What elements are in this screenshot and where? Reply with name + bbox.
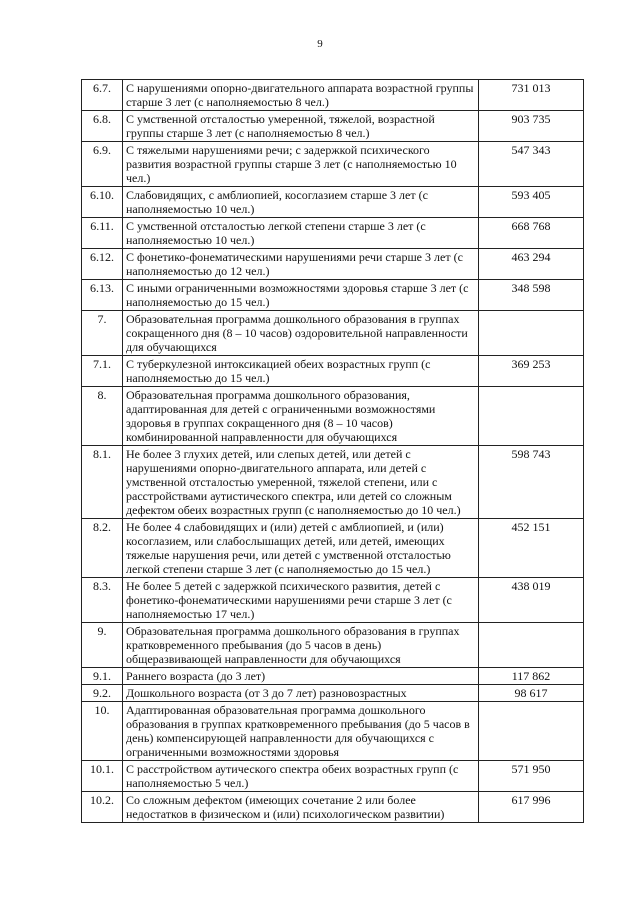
row-number: 7. — [82, 311, 123, 356]
row-number: 8.2. — [82, 519, 123, 578]
row-value — [479, 702, 584, 761]
table-row — [82, 218, 584, 249]
tariff-table — [81, 79, 584, 823]
row-value: 903 735 — [479, 111, 584, 142]
row-value: 598 743 — [479, 446, 584, 519]
row-number: 8. — [82, 387, 123, 446]
row-description: С тяжелыми нарушениями речи; с задержкой психического развития возрастной группы старше 3 лет (с наполняемостью 10 чел.) — [123, 142, 479, 187]
row-number: 6.7. — [82, 80, 123, 111]
row-description: С умственной отсталостью легкой степени старше 3 лет (с наполняемостью 10 чел.) — [123, 218, 479, 249]
row-number: 7.1. — [82, 356, 123, 387]
row-value: 731 013 — [479, 80, 584, 111]
row-description: С умственной отсталостью умеренной, тяжелой, возрастной группы старше 3 лет (с наполняемостью 8 чел.) — [123, 111, 479, 142]
row-value: 593 405 — [479, 187, 584, 218]
row-value: 547 343 — [479, 142, 584, 187]
row-value: 369 253 — [479, 356, 584, 387]
row-description: С расстройством аутического спектра обеих возрастных групп (с наполняемостью 5 чел.) — [123, 761, 479, 792]
row-number: 8.1. — [82, 446, 123, 519]
row-number: 10.1. — [82, 761, 123, 792]
table-row — [82, 80, 584, 111]
table-row — [82, 519, 584, 578]
row-number: 6.9. — [82, 142, 123, 187]
row-description: Не более 3 глухих детей, или слепых детей, или детей с нарушениями опорно-двигательного аппарата, или детей с умственной отсталостью умеренной, тяжелой степени, или с расстройствами аутистического спектра, или детей со сложным дефектом обеих возрастных групп (с наполняемостью до 10 чел.) — [123, 446, 479, 519]
row-value: 463 294 — [479, 249, 584, 280]
table-row — [82, 685, 584, 702]
row-value: 617 996 — [479, 792, 584, 823]
row-description: Дошкольного возраста (от 3 до 7 лет) разновозрастных — [123, 685, 479, 702]
row-value: 452 151 — [479, 519, 584, 578]
table-row-section — [82, 623, 584, 668]
table-row — [82, 249, 584, 280]
row-description: С туберкулезной интоксикацией обеих возрастных групп (с наполняемостью до 15 чел.) — [123, 356, 479, 387]
row-number: 8.3. — [82, 578, 123, 623]
table-row — [82, 446, 584, 519]
row-description: Со сложным дефектом (имеющих сочетание 2 или более недостатков в физическом и (или) психологическом развитии) — [123, 792, 479, 823]
table-row — [82, 111, 584, 142]
row-value: 438 019 — [479, 578, 584, 623]
row-number: 6.13. — [82, 280, 123, 311]
row-description: Образовательная программа дошкольного образования в группах сокращенного дня (8 – 10 часов) оздоровительной направленности для обучающихся — [123, 311, 479, 356]
row-number: 6.8. — [82, 111, 123, 142]
table-row — [82, 668, 584, 685]
table-row — [82, 142, 584, 187]
row-value: 571 950 — [479, 761, 584, 792]
row-number: 10.2. — [82, 792, 123, 823]
row-value — [479, 623, 584, 668]
row-description: С иными ограниченными возможностями здоровья старше 3 лет (с наполняемостью до 15 чел.) — [123, 280, 479, 311]
row-description: Слабовидящих, с амблиопией, косоглазием старше 3 лет (с наполняемостью 10 чел.) — [123, 187, 479, 218]
table-row — [82, 280, 584, 311]
row-description: Раннего возраста (до 3 лет) — [123, 668, 479, 685]
row-number: 6.11. — [82, 218, 123, 249]
row-value: 668 768 — [479, 218, 584, 249]
row-value: 98 617 — [479, 685, 584, 702]
row-description: Не более 5 детей с задержкой психического развития, детей с фонетико-фонематическими нарушениями речи старше 3 лет (с наполняемостью 17 чел.) — [123, 578, 479, 623]
row-number: 10. — [82, 702, 123, 761]
row-number: 9. — [82, 623, 123, 668]
row-number: 9.1. — [82, 668, 123, 685]
row-description: Образовательная программа дошкольного образования в группах кратковременного пребывания (до 5 часов в день) общеразвивающей направленности для обучающихся — [123, 623, 479, 668]
row-number: 9.2. — [82, 685, 123, 702]
row-value: 348 598 — [479, 280, 584, 311]
page-number: 9 — [317, 38, 323, 50]
row-number: 6.10. — [82, 187, 123, 218]
row-value — [479, 311, 584, 356]
row-description: С фонетико-фонематическими нарушениями речи старше 3 лет (с наполняемостью до 12 чел.) — [123, 249, 479, 280]
table-row — [82, 578, 584, 623]
row-value: 117 862 — [479, 668, 584, 685]
row-value — [479, 387, 584, 446]
row-description: Образовательная программа дошкольного образования, адаптированная для детей с ограниченными возможностями здоровья в группах сокращенного дня (8 – 10 часов) комбинированной направленности для обучающихся — [123, 387, 479, 446]
table-row-section — [82, 311, 584, 356]
row-description: Адаптированная образовательная программа дошкольного образования в группах кратковременного пребывания (до 5 часов в день) компенсирующей направленности для обучающихся с ограниченными возможностями здоровья — [123, 702, 479, 761]
row-description: С нарушениями опорно-двигательного аппарата возрастной группы старше 3 лет (с наполняемостью 8 чел.) — [123, 80, 479, 111]
table-row — [82, 761, 584, 792]
table-row — [82, 356, 584, 387]
row-description: Не более 4 слабовидящих и (или) детей с амблиопией, и (или) косоглазием, или слабослышащих детей, или детей, имеющих тяжелые нарушения речи, или детей с умственной отсталостью легкой степени старше 3 лет (с наполняемостью до 15 чел.) — [123, 519, 479, 578]
row-number: 6.12. — [82, 249, 123, 280]
table-row — [82, 187, 584, 218]
table-row-section — [82, 702, 584, 761]
table-row — [82, 792, 584, 823]
table-row-section — [82, 387, 584, 446]
